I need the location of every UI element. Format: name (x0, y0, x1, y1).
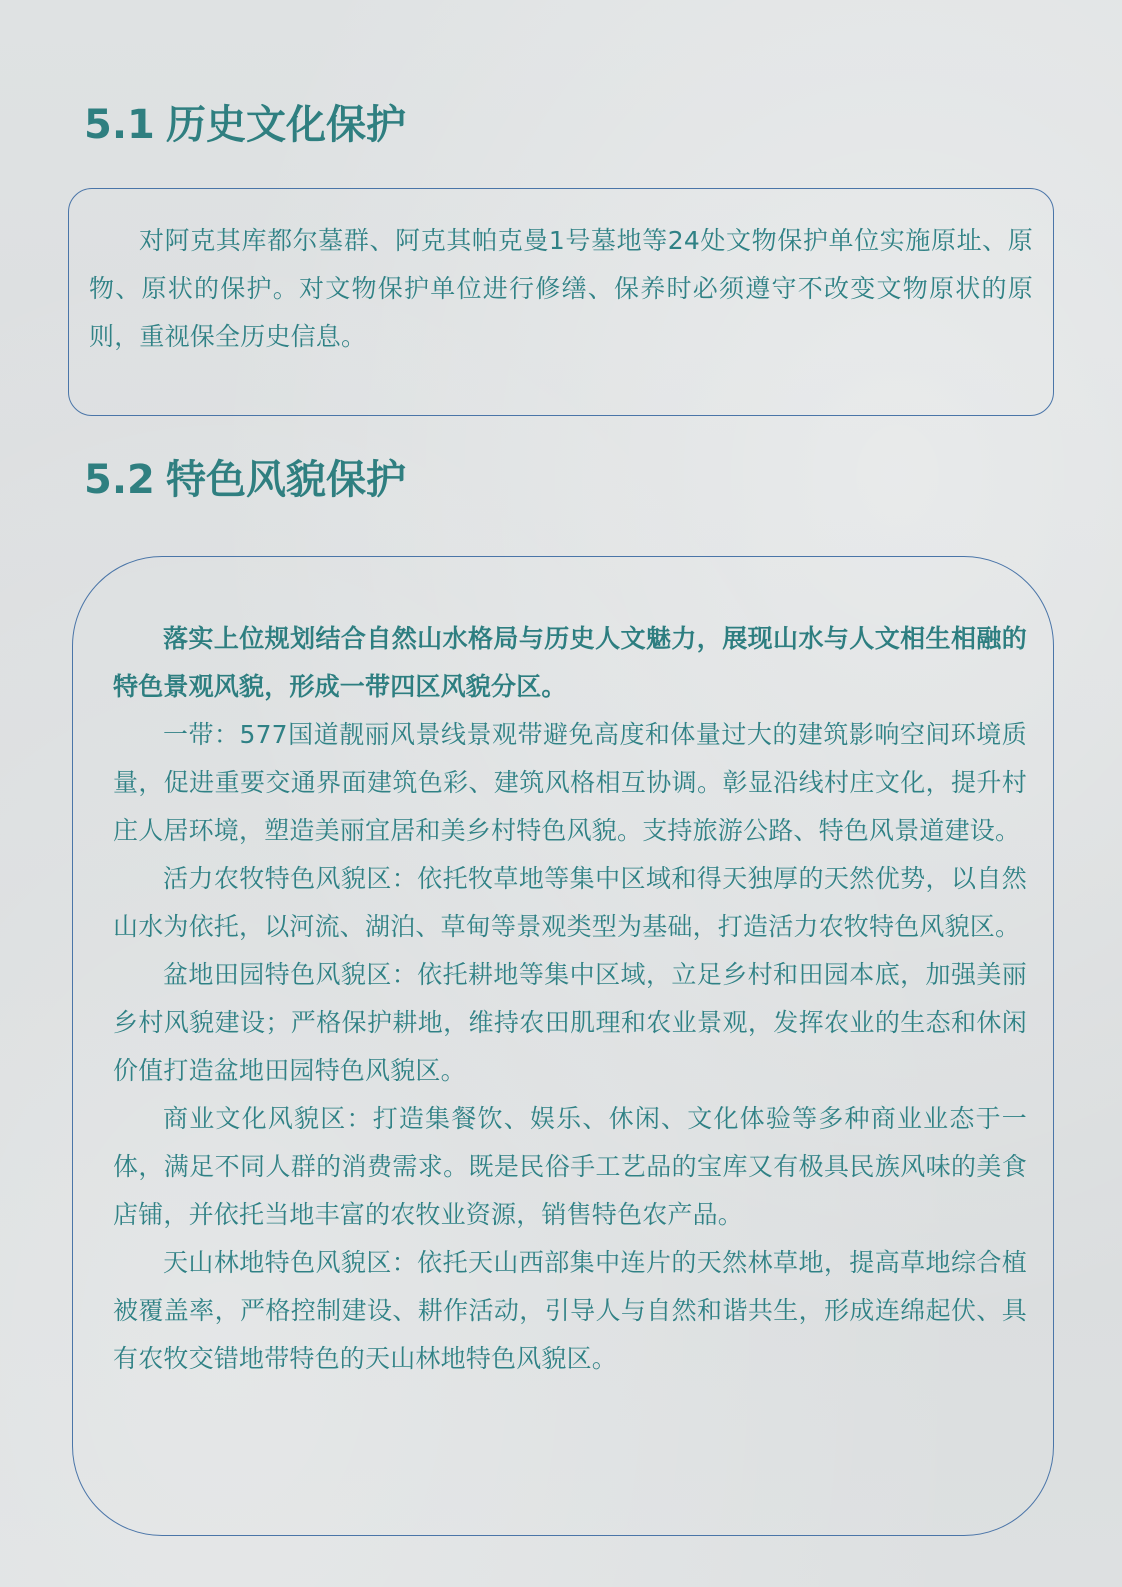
paragraph-historical-protection: 对阿克其库都尔墓群、阿克其帕克曼1号墓地等24处文物保护单位实施原址、原物、原状的保护。对文物保护单位进行修缮、保养时必须遵守不改变文物原状的原则，重视保全历史信息。 (89, 226, 1033, 351)
paragraph-agri-pastoral-zone: 活力农牧特色风貌区：依托牧草地等集中区域和得天独厚的天然优势，以自然山水为依托，以河流、湖泊、草甸等景观类型为基础，打造活力农牧特色风貌区。 (113, 864, 1027, 941)
section-number: 5.1 (84, 102, 155, 148)
section-heading: 历史文化保护 (166, 102, 406, 148)
lead-paragraph: 落实上位规划结合自然山水格局与历史人文魅力，展现山水与人文相生相融的特色景观风貌，形成一带四区风貌分区。 (113, 624, 1027, 701)
paragraph-one-belt: 一带：577国道靓丽风景线景观带避免高度和体量过大的建筑影响空间环境质量，促进重要交通界面建筑色彩、建筑风格相互协调。彰显沿线村庄文化，提升村庄人居环境，塑造美丽宜居和美乡村特色风貌。支持旅游公路、特色风景道建设。 (113, 720, 1027, 845)
section-title-5-1 (84, 100, 406, 150)
section-heading: 特色风貌保护 (166, 457, 406, 503)
paragraph-commercial-culture-zone: 商业文化风貌区：打造集餐饮、娱乐、休闲、文化体验等多种商业业态于一体，满足不同人群的消费需求。既是民俗手工艺品的宝库又有极具民族风味的美食店铺，并依托当地丰富的农牧业资源，销售特色农产品。 (113, 1104, 1027, 1229)
paragraph-basin-farmland-zone: 盆地田园特色风貌区：依托耕地等集中区域，立足乡村和田园本底，加强美丽乡村风貌建设；严格保护耕地，维持农田肌理和农业景观，发挥农业的生态和休闲价值打造盆地田园特色风貌区。 (113, 960, 1027, 1085)
section-title-5-2 (84, 455, 406, 505)
landscape-style-box (72, 556, 1054, 1536)
section-number: 5.2 (84, 457, 155, 503)
historical-culture-box (68, 188, 1054, 416)
paragraph-tianshan-forest-zone: 天山林地特色风貌区：依托天山西部集中连片的天然林草地，提高草地综合植被覆盖率，严格控制建设、耕作活动，引导人与自然和谐共生，形成连绵起伏、具有农牧交错地带特色的天山林地特色风貌区。 (113, 1248, 1027, 1373)
